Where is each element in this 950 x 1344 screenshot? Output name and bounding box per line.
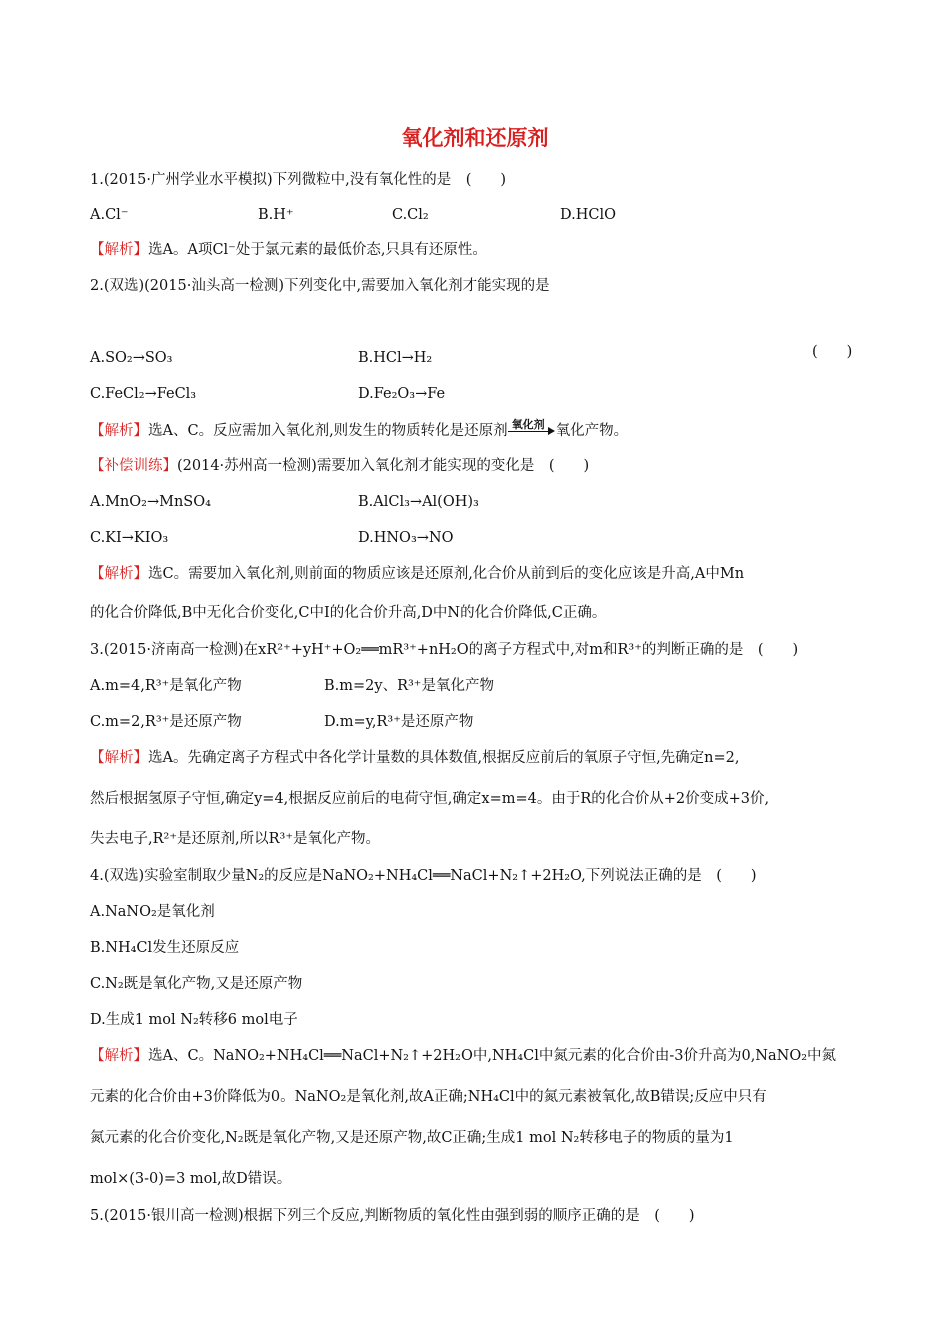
q4-solution-text-1: 选A、C。NaNO₂+NH₄Cl══NaCl+N₂↑+2H₂O中,NH₄Cl中氮元素的化合价由-3价升高为0,NaNO₂中氮 xyxy=(148,1048,837,1064)
q4-solution-line3: 氮元素的化合价变化,N₂既是氧化产物,又是还原产物,故C正确;生成1 mol N₂转移电子的物质的量为1 xyxy=(90,1130,734,1146)
supp-option-b: B.AlCl₃→Al(OH)₃ xyxy=(358,494,479,510)
supp-stem xyxy=(90,456,589,476)
q2-solution-text-pre: 选A、C。反应需加入氧化剂,则发生的物质转化是还原剂 xyxy=(148,423,508,439)
page-title: 氧化剂和还原剂 xyxy=(401,126,549,150)
q4-option-a: A.NaNO₂是氧化剂 xyxy=(90,904,215,920)
q3-option-b: B.m=2y、R³⁺是氧化产物 xyxy=(324,678,494,694)
q4-solution-line2: 元素的化合价由+3价降低为0。NaNO₂是氧化剂,故A正确;NH₄Cl中的氮元素被氧化,故B错误;反应中只有 xyxy=(90,1089,767,1105)
q1-options xyxy=(90,205,850,225)
q3-option-a: A.m=4,R³⁺是氧化产物 xyxy=(90,678,242,694)
supp-option-c: C.KI→KIO₃ xyxy=(90,530,169,546)
q3-option-d: D.m=y,R³⁺是还原产物 xyxy=(324,714,474,730)
q4-stem: 4.(双选)实验室制取少量N₂的反应是NaNO₂+NH₄Cl══NaCl+N₂↑+2H₂O,下列说法正确的是 ( ) xyxy=(90,868,757,884)
q2-stem: 2.(双选)(2015·汕头高一检测)下列变化中,需要加入氧化剂才能实现的是 xyxy=(90,278,550,294)
q4-option-d: D.生成1 mol N₂转移6 mol电子 xyxy=(90,1012,298,1028)
q2-options-row2 xyxy=(90,384,850,404)
q3-solution-line1 xyxy=(90,748,740,768)
supp-option-a: A.MnO₂→MnSO₄ xyxy=(90,494,211,510)
q1-option-c: C.Cl₂ xyxy=(392,207,429,223)
q2-option-a: A.SO₂→SO₃ xyxy=(90,350,173,366)
q1-solution xyxy=(90,240,487,260)
supp-solution-line2: 的化合价降低,B中无化合价变化,C中I的化合价升高,D中N的化合价降低,C正确。 xyxy=(90,605,607,621)
supp-solution-text-1: 选C。需要加入氧化剂,则前面的物质应该是还原剂,化合价从前到后的变化应该是升高,A中Mn xyxy=(148,566,745,582)
q2-solution-tag: 【解析】 xyxy=(90,423,148,439)
q2-options-row1 xyxy=(90,348,850,368)
q1-solution-text: 选A。A项Cl⁻处于氯元素的最低价态,只具有还原性。 xyxy=(148,242,487,258)
q3-solution-tag: 【解析】 xyxy=(90,750,148,766)
q3-solution-line2: 然后根据氢原子守恒,确定y=4,根据反应前后的电荷守恒,确定x=m=4。由于R的化合价从+2价变成+3价, xyxy=(90,791,770,807)
reaction-arrow-icon xyxy=(508,418,556,441)
q2-option-b: B.HCl→H₂ xyxy=(358,350,433,366)
supp-tag: 【补偿训练】 xyxy=(90,458,177,474)
q1-option-b: B.H⁺ xyxy=(258,207,294,223)
q2-option-d: D.Fe₂O₃→Fe xyxy=(358,386,446,402)
supp-stem-text: (2014·苏州高一检测)需要加入氧化剂才能实现的变化是 ( ) xyxy=(177,458,590,474)
supp-solution-tag: 【解析】 xyxy=(90,566,148,582)
supp-options-row2 xyxy=(90,528,850,548)
q4-solution-line4: mol×(3-0)=3 mol,故D错误。 xyxy=(90,1171,292,1187)
supp-solution-line1 xyxy=(90,564,744,584)
q3-solution-text-1: 选A。先确定离子方程式中各化学计量数的具体数值,根据反应前后的氧原子守恒,先确定n=2, xyxy=(148,750,740,766)
q3-option-c: C.m=2,R³⁺是还原产物 xyxy=(90,714,242,730)
q3-options-row2 xyxy=(90,712,850,732)
q1-option-d: D.HClO xyxy=(560,207,616,223)
q4-option-b: B.NH₄Cl发生还原反应 xyxy=(90,940,240,956)
q1-solution-tag: 【解析】 xyxy=(90,242,148,258)
supp-option-d: D.HNO₃→NO xyxy=(358,530,454,546)
q4-solution-tag: 【解析】 xyxy=(90,1048,148,1064)
q1-stem: 1.(2015·广州学业水平模拟)下列微粒中,没有氧化性的是 ( ) xyxy=(90,172,507,188)
q2-answer-paren: ( ) xyxy=(812,344,853,360)
q3-solution-line3: 失去电子,R²⁺是还原剂,所以R³⁺是氧化产物。 xyxy=(90,831,380,847)
q1-option-a: A.Cl⁻ xyxy=(90,207,129,223)
q3-options-row1 xyxy=(90,676,850,696)
q4-solution-line1 xyxy=(90,1046,836,1066)
q4-option-c: C.N₂既是氧化产物,又是还原产物 xyxy=(90,976,303,992)
arrow-label: 氧化剂 xyxy=(511,418,545,431)
q2-solution xyxy=(90,418,629,441)
q3-stem: 3.(2015·济南高一检测)在xR²⁺+yH⁺+O₂══mR³⁺+nH₂O的离子方程式中,对m和R³⁺的判断正确的是 ( ) xyxy=(90,642,799,658)
supp-options-row1 xyxy=(90,492,850,512)
q2-option-c: C.FeCl₂→FeCl₃ xyxy=(90,386,197,402)
q5-stem: 5.(2015·银川高一检测)根据下列三个反应,判断物质的氧化性由强到弱的顺序正确的是 ( ) xyxy=(90,1208,695,1224)
q2-solution-text-post: 氧化产物。 xyxy=(555,423,629,439)
